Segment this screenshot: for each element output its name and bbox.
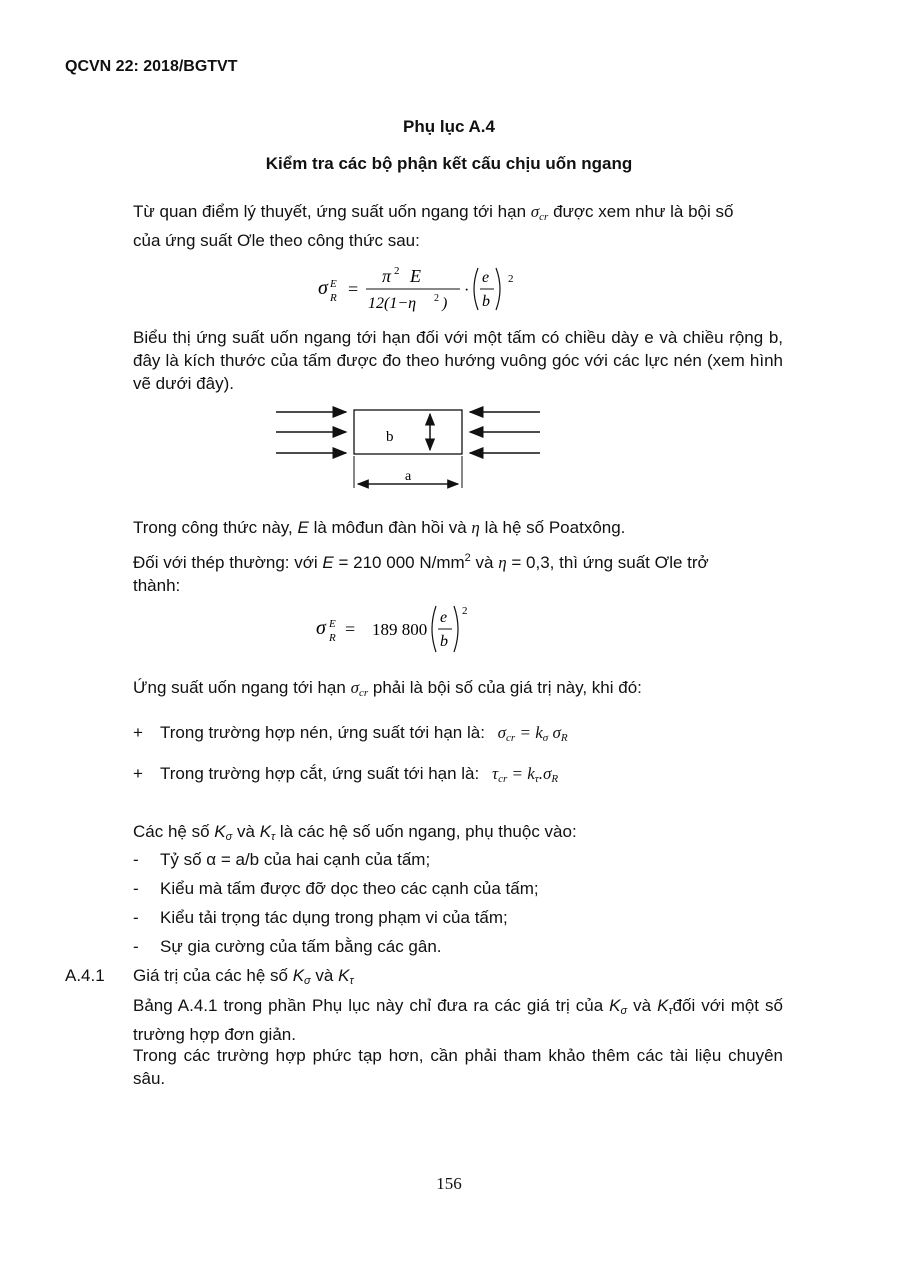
sigma-cr-symbol: $\sigma_{cr}$ [530, 202, 549, 223]
svg-text:12(1−η: 12(1−η [368, 295, 417, 312]
formula2-coefficient: 189 800 [372, 620, 428, 639]
svg-text:2: 2 [434, 293, 439, 304]
steel-paragraph: Đối với thép thường: với E = 210 000 $N/mm^2$ và η = 0,3, thì ứng suất Ơle trở thành: [133, 552, 709, 595]
svg-text:R: R [330, 292, 337, 304]
svg-text:E: E [410, 266, 421, 286]
svg-text:σ: σ [316, 617, 326, 639]
svg-text:e: e [482, 269, 490, 286]
svg-text:E: E [330, 278, 337, 290]
bullet-compression: + Trong trường hợp nén, ứng suất tới hạn là: $\sigma_{cr} = k_\sigma$ $\sigma_R$ [133, 723, 568, 744]
list-item: - Kiểu mà tấm được đỡ dọc theo các cạnh của tấm; [133, 879, 539, 898]
complex-cases-paragraph: Trong các trường hợp phức tạp hơn, cần phải tham khảo thêm các tài liệu chuyên sâu. [133, 1046, 783, 1088]
svg-text:b: b [440, 633, 448, 650]
list-item: - Kiểu tải trọng tác dụng trong phạm vi của tấm; [133, 908, 508, 927]
section-title: Kiểm tra các bộ phận kết cấu chịu uốn ngang [265, 154, 633, 173]
svg-text:=: = [348, 279, 359, 299]
section-number: A.4.1 [65, 966, 105, 985]
svg-text:σ: σ [318, 277, 328, 299]
list-item: - Tỷ số α = a/b của hai cạnh của tấm; [133, 850, 431, 869]
plate-compression-figure [270, 398, 550, 493]
list-item: - Sự gia cường của tấm bằng các gân. [133, 937, 442, 956]
svg-text:): ) [442, 295, 448, 312]
figure-label-b: b [386, 429, 394, 445]
figure-label-a: a [405, 469, 412, 484]
coefficients-paragraph: Các hệ số $K_\sigma$ và $K_\tau$ là các hệ số uốn ngang, phụ thuộc vào: [133, 822, 577, 843]
intro-paragraph: Từ quan điểm lý thuyết, ứng suất uốn ngang tới hạn $\sigma_{cr}$ được xem như là bội số của ứng suất Ơle theo công thức sau: [133, 202, 734, 250]
plate-description-paragraph: Biểu thị ứng suất uốn ngang tới hạn đối với một tấm có chiều dày e và chiều rộng b, đây là kích thước của tấm được đo theo hướng vuông góc với các lực nén (xem hình vẽ dưới đây). [133, 328, 783, 393]
bullet-shear: + Trong trường hợp cắt, ứng suất tới hạn là: $\tau_{cr} = k_\tau.\sigma_R$ [133, 764, 559, 785]
appendix-title: Phụ lục A.4 [403, 117, 495, 136]
steel-euler-formula [312, 600, 512, 660]
critical-stress-paragraph: Ứng suất uốn ngang tới hạn $\sigma_{cr}$ phải là bội số của giá trị này, khi đó: [133, 678, 642, 699]
section-heading: Giá trị của các hệ số $K_\sigma$ và $K_\tau$ [133, 966, 354, 987]
page-number: 156 [436, 1174, 462, 1193]
svg-text:=: = [345, 619, 356, 639]
svg-text:R: R [329, 632, 336, 644]
svg-text:e: e [440, 609, 448, 626]
euler-stress-formula [310, 260, 530, 320]
table-reference-paragraph: Bảng A.4.1 trong phần Phụ lục này chỉ đưa ra các giá trị của $K_\sigma$ và $K_\tau đối$ với một số trường hợp đơn giản. [133, 996, 783, 1044]
svg-text:·: · [464, 282, 470, 299]
modulus-paragraph: Trong công thức này, E là môđun đàn hồi và η là hệ số Poatxông. [133, 518, 626, 537]
svg-text:2: 2 [394, 265, 400, 277]
svg-text:E: E [329, 618, 336, 630]
svg-text:2: 2 [508, 273, 514, 285]
document-header: QCVN 22: 2018/BGTVT [65, 58, 238, 75]
svg-text:b: b [482, 293, 490, 310]
svg-text:π: π [382, 266, 392, 286]
svg-text:2: 2 [462, 605, 468, 617]
